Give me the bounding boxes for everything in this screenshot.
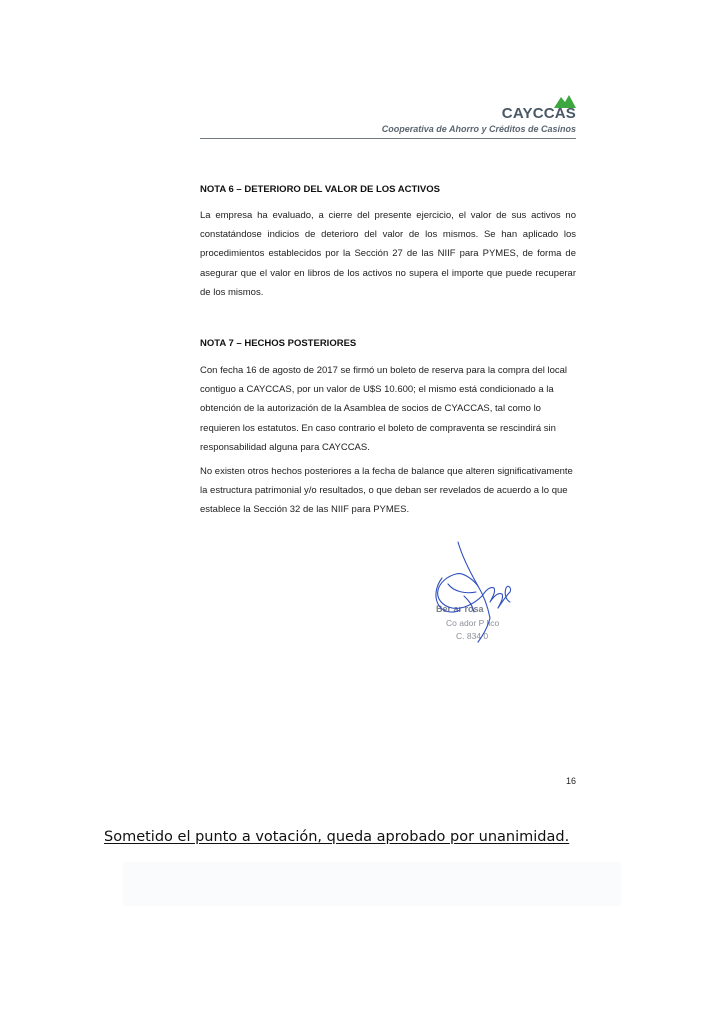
handwritten-signature xyxy=(418,538,528,648)
text-line: Con fecha 16 de agosto de 2017 se firmó un boleto de reserva para la compra del local xyxy=(200,365,568,376)
text-line: requieren los estatutos. En caso contrario el boleto de compraventa se rescindirá sin xyxy=(200,422,556,434)
vote-statement: Sometido el punto a votación, queda aprobado por unanimidad. xyxy=(104,829,570,845)
footer-blank-area xyxy=(123,862,621,906)
text-line: establece la Sección 32 de las NIIF para PYMES. xyxy=(200,504,410,516)
brand-name: CAYCCAS xyxy=(501,105,576,122)
brand-tagline: Cooperativa de Ahorro y Créditos de Casinos xyxy=(381,124,576,134)
note-6-paragraph: La empresa ha evaluado, a cierre del presente ejercicio, el valor de sus activos no constatándose indicios de deterioro del valor de los mismos. Se han aplicado los procedimientos establecidos por la Sección 27 de las NIIF para PYMES, de forma de asegurar que el valor en libros de los activos no supera el importe que puede recuperar de los mismos. xyxy=(200,210,576,298)
text-line: contiguo a CAYCCAS, por un valor de U$S 10.600; el mismo está condicionado a la xyxy=(200,384,554,396)
text-line: No existen otros hechos posteriores a la fecha de balance que alteren significativamente xyxy=(200,466,573,477)
signatory-title: Co ador P lico xyxy=(446,618,500,628)
signatory-name: Ber ar rosa xyxy=(436,604,484,614)
text-line: obtención de la autorización de la Asamblea de socios de CYACCAS, tal como lo xyxy=(200,403,541,415)
note-7-paragraph-2 xyxy=(200,462,576,520)
page-number: 16 xyxy=(566,776,577,786)
header-divider xyxy=(200,138,576,139)
text-line: la estructura patrimonial y/o resultados, o que deban ser revelados de acuerdo a lo que xyxy=(200,485,568,497)
note-7-heading: NOTA 7 – HECHOS POSTERIORES xyxy=(200,338,357,349)
text-line: responsabilidad alguna para CAYCCAS. xyxy=(200,441,370,453)
note-7-paragraph-1 xyxy=(200,361,576,457)
note-6-heading: NOTA 6 – DETERIORO DEL VALOR DE LOS ACTIVOS xyxy=(200,184,440,195)
signatory-registration: C. 834 0 xyxy=(456,631,489,641)
